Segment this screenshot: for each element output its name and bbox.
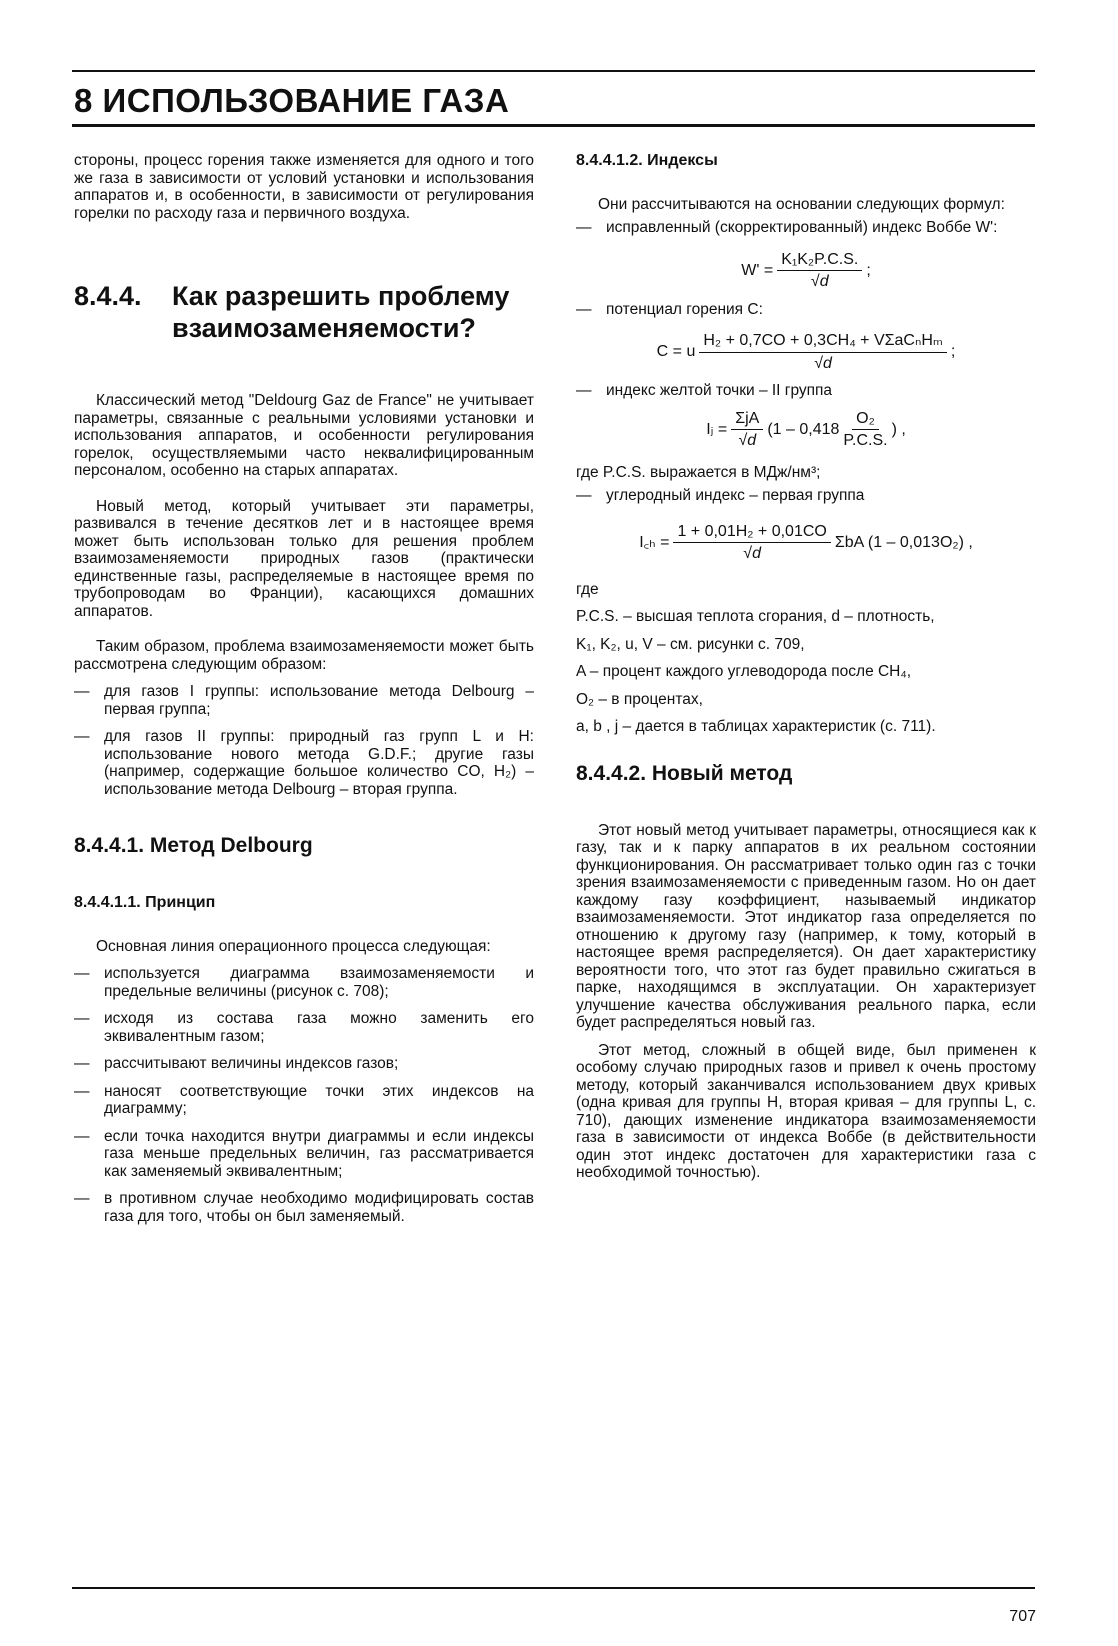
left-column: [74, 152, 534, 1225]
section-title: Как разрешить проблему взаимозаменяемости?: [172, 281, 510, 343]
definition: P.C.S. – высшая теплота сгорания, d – плотность,: [576, 608, 935, 625]
list-item: — если точка находится внутри диаграммы и если индексы газа меньше предельных величин, газ рассматривается как заменяемый эквивалентным;: [74, 1127, 534, 1180]
paragraph: Основная линия операционного процесса следующая:: [96, 937, 491, 955]
list-item: — используется диаграмма взаимозаменяемости и предельные величины (рисунок с. 708);: [74, 965, 534, 1000]
list-item: — для газов I группы: использование метода Delbourg – первая группа;: [74, 683, 534, 718]
intro-paragraph: стороны, процесс горения также изменяется для одного и того же газа в зависимости от условий установки и использования аппаратов и, в особенности, в зависимости от регулирования горелки по расходу газа и первичного воздуха.: [74, 152, 534, 222]
top-rule: [72, 70, 1035, 72]
section-8-4-4-1-2-heading: 8.4.4.1.2. Индексы: [576, 152, 718, 169]
chapter-title: 8 ИСПОЛЬЗОВАНИЕ ГАЗА: [74, 82, 510, 119]
section-8-4-4-1-heading: 8.4.4.1. Метод Delbourg: [74, 834, 313, 857]
list-item: — углеродный индекс – первая группа: [576, 487, 865, 504]
formula-yellow-tip-index: Iⱼ = $\frac{\text{ΣjA}}{√d}$ (1 – 0,418 $\frac{\text{O₂}}{P.C.S.}$ ) ,: [706, 409, 906, 449]
section-number: 8.4.4.: [74, 281, 142, 311]
definition: A – процент каждого углеводорода после CH₄,: [576, 663, 912, 680]
formula-combustion-potential: C = u $\frac{\text{H₂ + 0,7CO + 0,3CH₄ + VΣaCₙHₘ}}{√d}$ ;: [656, 332, 956, 372]
right-column: [576, 152, 1036, 1182]
section-8-4-4-1-1-heading: 8.4.4.1.1. Принцип: [74, 894, 216, 911]
list-item: — для газов II группы: природный газ групп L и H: использование нового метода G.D.F.; другие газы (например, содержащие большое количество CO, H₂) – использование метода Delbourg – вторая группа.: [74, 728, 534, 798]
list-item: — потенциал горения C:: [576, 300, 763, 318]
formula-carbon-index: I꜀ₕ = $\frac{\text{1 + 0,01H₂ + 0,01CO}}{√d}$ ΣbA (1 – 0,013O₂) ,: [639, 522, 973, 562]
list-item: — индекс желтой точки – II группа: [576, 382, 833, 399]
list-item: — рассчитывают величины индексов газов;: [74, 1055, 399, 1072]
where-label: где: [576, 580, 599, 598]
list-item: — исправленный (скорректированный) индекс Воббе W':: [576, 219, 998, 236]
formula-wobbe: W' = $\frac{\text{K₁K₂P.C.S.}}{√d}$ ;: [741, 250, 871, 290]
where-pcs: где P.C.S. выражается в МДж/нм³;: [576, 463, 821, 481]
header-rule: [72, 124, 1035, 127]
list-item: — наносят соответствующие точки этих индексов на диаграмму;: [74, 1082, 534, 1117]
paragraph: Этот метод, сложный в общей виде, был применен к особому случаю природных газов и привел к очень простому методу, который заканчивался использованием двух кривых (одна кривая для группы H, вторая кривая – для группы L, с. 710), дающих изменение индикатора взаимозаменяемости газа в зависимости от индекса Воббе (в действительности один этот индекс достаточен для характеристики газа с необходимой точностью).: [576, 1041, 1036, 1181]
paragraph: Этот новый метод учитывает параметры, относящиеся как к газу, так и к парку аппаратов в их реальном состоянии функционирования. Он рассматривает только один газ с точки зрения взаимозаменяемости с приведенным газом. Но он дает каждому газу коэффициент, называемый индикатор взаимозаменяемости. Этот индикатор газа определяется по отношению к другому газу (например, к тому, который в настоящее время распределяется). Он дает характеристику вероятности того, что этот газ будет правильно сжигаться в парке, находящимся в эксплуатации. Он характеризует улучшение качества обслуживания реального парка, если будет распределяться новый газ.: [576, 821, 1036, 1031]
paragraph: Таким образом, проблема взаимозаменяемости может быть рассмотрена следующим образом:: [74, 638, 534, 673]
list-item: — исходя из состава газа можно заменить его эквивалентным газом;: [74, 1010, 534, 1045]
paragraph: Они рассчитываются на основании следующих формул:: [598, 195, 1005, 213]
list-item: — в противном случае необходимо модифицировать состав газа для того, чтобы он был заменяемый.: [74, 1190, 534, 1225]
page-number: 707: [1009, 1608, 1036, 1625]
section-8-4-4-heading: [74, 280, 534, 344]
paragraph: Классический метод "Deldourg Gaz de France" не учитывает параметры, связанные с реальными условиями установки и использования аппаратов, и особенности регулирования горелок, осуществляемыми часто неквалифицированным персоналом, особенно на старых аппаратах.: [74, 392, 534, 479]
paragraph: Новый метод, который учитывает эти параметры, развивался в течение десятков лет и в настоящее время может быть использован только для решения проблем взаимозаменяемости природных газов (практически единственные газы, распределяемые в настоящее время по трубопроводам во Франции), касающихся домашних аппаратов.: [74, 497, 534, 620]
definition: O₂ – в процентах,: [576, 690, 703, 708]
section-8-4-4-2-heading: 8.4.4.2. Новый метод: [576, 761, 793, 785]
footer-rule: [72, 1587, 1035, 1589]
definition: K₁, K₂, u, V – см. рисунки с. 709,: [576, 635, 805, 653]
definition: a, b , j – дается в таблицах характеристик (с. 711).: [576, 718, 936, 735]
